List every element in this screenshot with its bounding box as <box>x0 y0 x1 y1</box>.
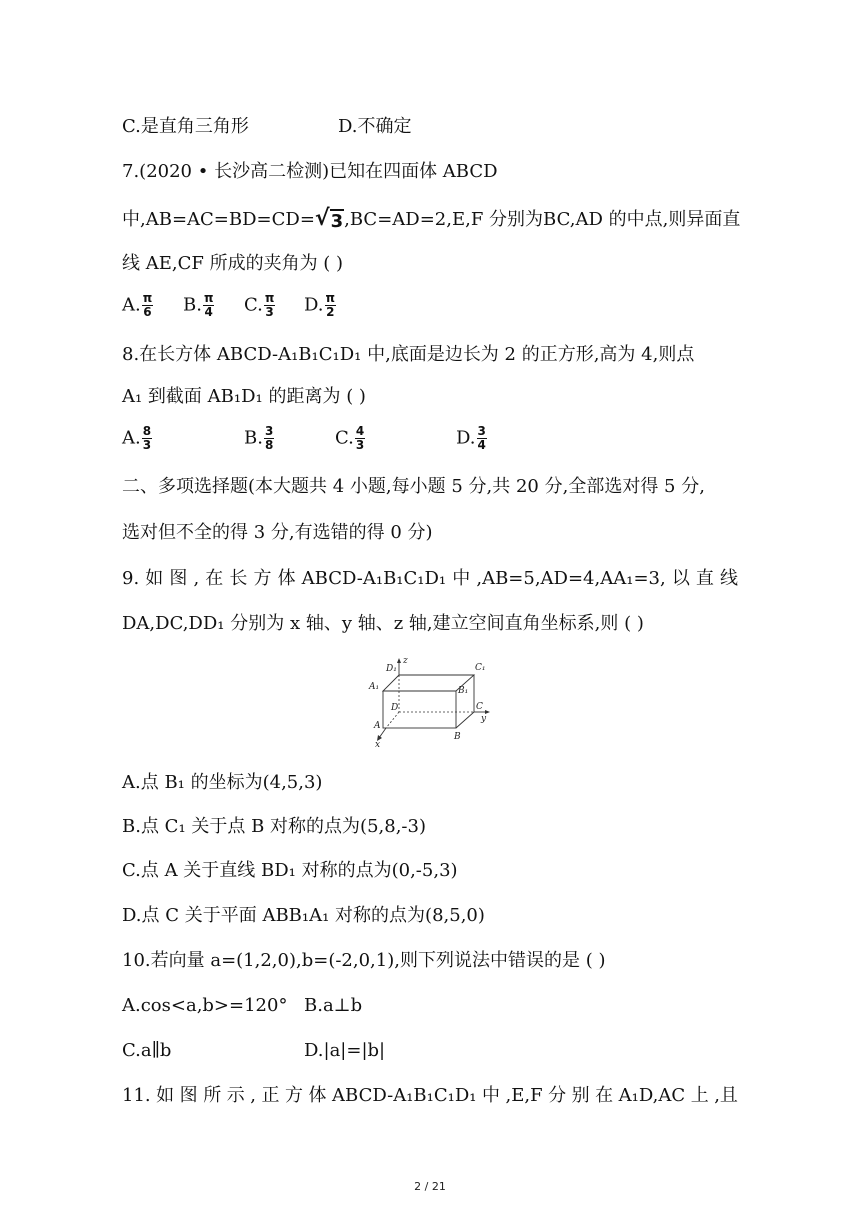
q10-options-row2 <box>122 1038 386 1064</box>
q9-stem-line2: DA,DC,DD₁ 分别为 x 轴、y 轴、z 轴,建立空间直角坐标系,则 ( ) <box>122 613 644 634</box>
numerator: π <box>264 291 275 305</box>
q11-text-segment: A₁D,AC <box>618 1085 686 1106</box>
q9-text-segment: 直 <box>695 568 714 589</box>
label-y: y <box>481 714 487 724</box>
q11-text-segment: 方 <box>284 1085 303 1106</box>
fraction <box>477 425 487 452</box>
option-label: C. <box>244 294 263 316</box>
q7-stem-line3: 线 AE,CF 所成的夹角为 ( ) <box>122 253 344 274</box>
q7-stem-text-a: 中,AB=AC=BD=CD= <box>122 209 315 230</box>
denominator: 6 <box>143 305 152 319</box>
fraction <box>355 425 365 452</box>
option-label: C. <box>335 427 354 449</box>
q11-text-segment: 正 <box>261 1085 280 1106</box>
label-c: C <box>476 702 483 712</box>
numerator: 4 <box>355 424 365 438</box>
denominator: 3 <box>265 305 274 319</box>
q11-stem-line1 <box>122 1083 738 1109</box>
q6-option-d: D.不确定 <box>338 116 412 137</box>
q8-stem-line1: 8.在长方体 ABCD-A₁B₁C₁D₁ 中,底面是边长为 2 的正方形,高为 4,则点 <box>122 344 695 365</box>
q8-stem-line2: A₁ 到截面 AB₁D₁ 的距离为 ( ) <box>122 386 366 407</box>
q10-option-a: A.cos<a,b>=120° <box>122 995 288 1016</box>
q8-option-b <box>244 425 274 452</box>
label-a1: A₁ <box>369 682 380 692</box>
q11-text-segment: 分 <box>548 1085 567 1106</box>
q8-options-row <box>122 424 486 452</box>
q9-option-a: A.点 B₁ 的坐标为(4,5,3) <box>122 772 323 793</box>
label-x: x <box>375 740 381 750</box>
fraction <box>325 292 337 319</box>
option-label: D. <box>304 294 324 316</box>
page-number: 2 / 21 <box>414 1180 446 1193</box>
q9-text-segment: ABCD-A₁B₁C₁D₁ <box>301 568 447 589</box>
option-label: B. <box>244 427 263 449</box>
q6-options-row <box>122 114 412 140</box>
q9-text-segment: 长 <box>229 568 248 589</box>
q11-text-segment: 如 <box>156 1085 175 1106</box>
q7-stem-line2 <box>122 206 740 233</box>
q11-text-segment: 图 <box>179 1085 198 1106</box>
label-d1: D₁ <box>386 664 397 674</box>
q7-stem-line1: 7.(2020 • 长沙高二检测)已知在四面体 ABCD <box>122 161 498 182</box>
q9-option-d: D.点 C 关于平面 ABB₁A₁ 对称的点为(8,5,0) <box>122 905 485 926</box>
denominator: 2 <box>326 305 335 319</box>
q7-option-a <box>122 292 153 319</box>
denominator: 4 <box>204 305 213 319</box>
q11-text-segment: 别 <box>571 1085 590 1106</box>
q7-option-d <box>304 292 336 319</box>
q11-text-segment: 11. <box>122 1085 151 1106</box>
option-label: D. <box>456 427 476 449</box>
numerator: 3 <box>264 424 274 438</box>
q9-text-segment: 图 <box>169 568 188 589</box>
numerator: π <box>142 291 153 305</box>
q9-option-c: C.点 A 关于直线 BD₁ 对称的点为(0,-5,3) <box>122 860 458 881</box>
q9-text-segment: 如 <box>145 568 164 589</box>
q9-option-b: B.点 C₁ 关于点 B 对称的点为(5,8,-3) <box>122 816 426 837</box>
numerator: 3 <box>477 424 486 438</box>
q11-text-segment: , <box>250 1085 256 1106</box>
denominator: 4 <box>477 438 486 452</box>
q11-text-segment: ABCD-A₁B₁C₁D₁ <box>332 1085 477 1106</box>
denominator: 3 <box>142 438 152 452</box>
q11-text-segment: 中 <box>482 1085 501 1106</box>
denominator: 3 <box>355 438 365 452</box>
q11-text-segment: ,E,F <box>505 1085 543 1106</box>
q7-option-b <box>183 292 214 319</box>
q8-option-a <box>122 425 152 452</box>
q10-options-row1 <box>122 993 363 1019</box>
q11-text-segment: 上 <box>690 1085 709 1106</box>
label-b: B <box>454 732 461 742</box>
q9-text-segment: 体 <box>277 568 296 589</box>
label-a: A <box>374 721 381 731</box>
q9-text-segment: 中 <box>452 568 471 589</box>
sqrt-argument: 3 <box>330 211 344 232</box>
numerator: π <box>325 291 336 305</box>
q9-stem-line1 <box>122 566 738 592</box>
q10-option-c: C.a∥b <box>122 1040 172 1061</box>
q11-text-segment: 在 <box>595 1085 614 1106</box>
z-axis-arrow <box>397 658 401 663</box>
label-c1: C₁ <box>475 663 486 673</box>
section2-heading-line1: 二、多项选择题(本大题共 4 小题,每小题 5 分,共 20 分,全部选对得 5 分, <box>122 476 705 497</box>
fraction <box>203 292 215 319</box>
q9-text-segment: , <box>193 568 200 589</box>
cuboid-diagram <box>366 655 506 750</box>
fraction <box>264 425 274 452</box>
fraction <box>264 292 276 319</box>
numerator: 8 <box>142 424 152 438</box>
q10-stem: 10.若向量 a=(1,2,0),b=(-2,0,1),则下列说法中错误的是 ( ) <box>122 950 606 971</box>
q7-option-c <box>244 292 275 319</box>
q8-option-c <box>335 425 365 452</box>
fraction <box>142 292 154 319</box>
label-d: D <box>391 703 399 713</box>
q8-option-d <box>456 425 487 452</box>
option-label: A. <box>122 294 141 316</box>
q11-text-segment: 所 <box>203 1085 222 1106</box>
option-label: B. <box>183 294 202 316</box>
q9-text-segment: ,AB=5,AD=4,AA₁=3, <box>476 568 666 589</box>
option-label: A. <box>122 427 141 449</box>
q9-text-segment: 以 <box>671 568 690 589</box>
fraction <box>142 425 152 452</box>
q10-option-d: D.|a|=|b| <box>304 1040 386 1061</box>
q11-text-segment: ,且 <box>714 1085 738 1106</box>
edge-bc <box>456 712 474 728</box>
q9-text-segment: 在 <box>205 568 224 589</box>
denominator: 8 <box>264 438 274 452</box>
label-b1: B₁ <box>458 686 469 696</box>
q7-options-row <box>122 291 336 319</box>
q11-text-segment: 体 <box>308 1085 327 1106</box>
q10-option-b: B.a⊥b <box>304 995 363 1016</box>
q9-text-segment: 9. <box>122 568 140 589</box>
q9-text-segment: 方 <box>253 568 272 589</box>
q9-text-segment: 线 <box>720 568 738 589</box>
q6-option-c: C.是直角三角形 <box>122 116 249 137</box>
label-z: z <box>403 656 408 666</box>
sqrt-symbol: √ 3 <box>314 206 344 232</box>
q7-stem-text-b: ,BC=AD=2,E,F 分别为BC,AD 的中点,则异面直 <box>344 209 741 230</box>
edge-da <box>386 712 399 728</box>
numerator: π <box>203 291 214 305</box>
q11-text-segment: 示 <box>226 1085 245 1106</box>
section2-heading-line2: 选对但不全的得 3 分,有选错的得 0 分) <box>122 522 433 543</box>
